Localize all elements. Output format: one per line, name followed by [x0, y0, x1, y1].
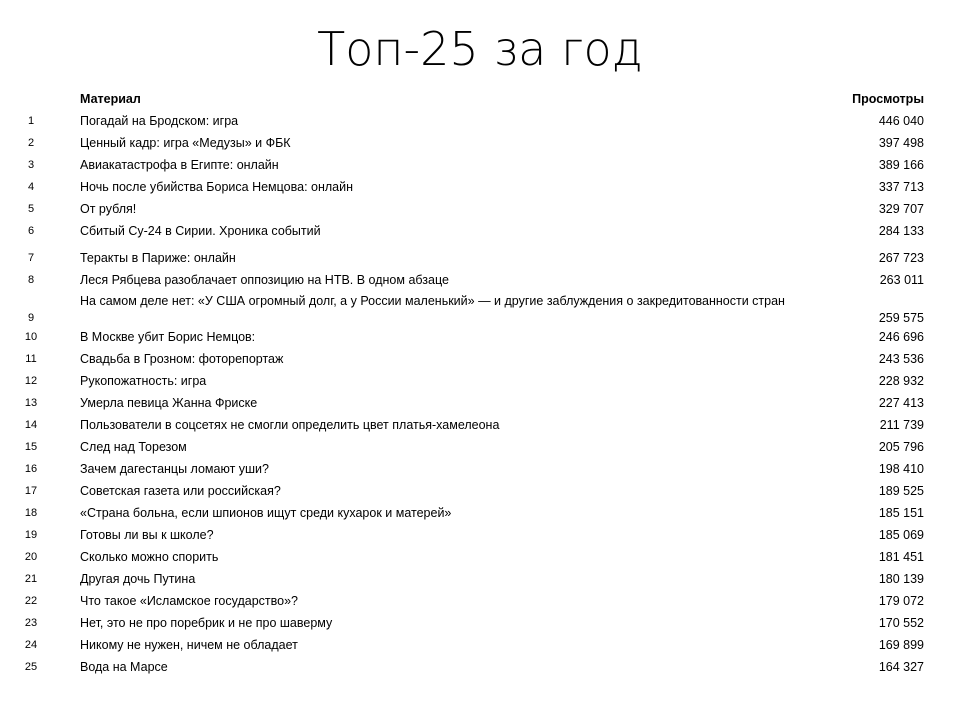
row-views: 267 723 — [878, 251, 924, 265]
row-material: Теракты в Париже: онлайн — [80, 251, 236, 265]
row-rank: 9 — [27, 312, 35, 324]
table-row — [0, 326, 960, 348]
row-material: Ночь после убийства Бориса Немцова: онлайн — [80, 180, 353, 194]
row-material: Умерла певица Жанна Фриске — [80, 396, 258, 410]
row-material: Леся Рябцева разоблачает оппозицию на НТВ. В одном абзаце — [80, 273, 449, 287]
row-material: Никому не нужен, ничем не обладает — [80, 638, 298, 652]
table-row — [0, 247, 960, 269]
row-material: Вода на Марсе — [80, 660, 168, 674]
row-views: 198 410 — [878, 462, 924, 476]
row-rank: 3 — [27, 159, 35, 171]
table-row — [0, 612, 960, 634]
row-views: 329 707 — [878, 202, 924, 216]
table-row — [0, 502, 960, 524]
row-rank: 14 — [24, 419, 38, 431]
row-material: Советская газета или российская? — [80, 484, 281, 498]
table-row — [0, 590, 960, 612]
row-rank: 24 — [24, 639, 38, 651]
row-views: 227 413 — [878, 396, 924, 410]
row-rank: 21 — [24, 573, 38, 585]
row-views: 179 072 — [878, 594, 924, 608]
row-rank: 23 — [24, 617, 38, 629]
row-views: 259 575 — [878, 311, 924, 325]
row-material: От рубля! — [80, 202, 137, 216]
table-row — [0, 198, 960, 220]
row-material: Что такое «Исламское государство»? — [80, 594, 298, 608]
row-material: Другая дочь Путина — [80, 572, 196, 586]
table-row — [0, 546, 960, 568]
row-views: 169 899 — [878, 638, 924, 652]
row-views: 205 796 — [878, 440, 924, 454]
row-rank: 10 — [24, 331, 38, 343]
row-rank: 6 — [27, 225, 35, 237]
row-views: 185 151 — [878, 506, 924, 520]
row-rank: 5 — [27, 203, 35, 215]
table-row — [0, 269, 960, 291]
table-row — [0, 458, 960, 480]
row-material: В Москве убит Борис Немцов: — [80, 330, 256, 344]
table-row — [0, 220, 960, 242]
row-material: Нет, это не про поребрик и не про шаверму — [80, 616, 333, 630]
table-row — [0, 154, 960, 176]
row-material: Рукопожатность: игра — [80, 374, 207, 388]
row-rank: 17 — [24, 485, 38, 497]
row-views: 181 451 — [878, 550, 924, 564]
row-views: 211 739 — [879, 418, 924, 432]
row-rank: 1 — [27, 115, 35, 127]
row-material: След над Торезом — [80, 440, 187, 454]
row-rank: 2 — [27, 137, 35, 149]
row-material: Авиакатастрофа в Египте: онлайн — [80, 158, 279, 172]
row-views: 446 040 — [878, 114, 924, 128]
row-rank: 22 — [24, 595, 38, 607]
row-material: Сбитый Су-24 в Сирии. Хроника событий — [80, 224, 321, 238]
table-row — [0, 656, 960, 678]
table-row — [0, 176, 960, 198]
row-views: 185 069 — [878, 528, 924, 542]
row-rank: 15 — [24, 441, 38, 453]
row-views: 164 327 — [878, 660, 924, 674]
row-views: 397 498 — [878, 136, 924, 150]
row-material: Сколько можно спорить — [80, 550, 219, 564]
row-rank: 12 — [24, 375, 38, 387]
row-views: 243 536 — [878, 352, 924, 366]
table-row — [0, 392, 960, 414]
table-row — [0, 568, 960, 590]
table-row — [0, 348, 960, 370]
row-material: На самом деле нет: «У США огромный долг, а у России маленький» — и другие заблуждения о закредитованности стран — [80, 294, 785, 308]
row-rank: 18 — [24, 507, 38, 519]
table-row — [0, 634, 960, 656]
row-views: 284 133 — [878, 224, 924, 238]
row-rank: 20 — [24, 551, 38, 563]
table-row — [0, 110, 960, 132]
row-views: 389 166 — [878, 158, 924, 172]
row-views: 189 525 — [878, 484, 924, 498]
row-material: Свадьба в Грозном: фоторепортаж — [80, 352, 284, 366]
row-rank: 25 — [24, 661, 38, 673]
column-header-views: Просмотры — [852, 92, 924, 106]
column-header-material: Материал — [80, 92, 141, 106]
row-rank: 8 — [27, 274, 35, 286]
table-row — [0, 291, 960, 325]
row-rank: 7 — [27, 252, 35, 264]
row-views: 337 713 — [878, 180, 924, 194]
page-title: Топ-25 за год — [317, 22, 643, 76]
row-material: Погадай на Бродском: игра — [80, 114, 239, 128]
row-rank: 4 — [27, 181, 35, 193]
row-rank: 19 — [24, 529, 38, 541]
row-rank: 16 — [24, 463, 38, 475]
row-rank: 11 — [25, 353, 37, 365]
table-row — [0, 132, 960, 154]
table-row — [0, 414, 960, 436]
row-views: 180 139 — [878, 572, 924, 586]
table-row — [0, 436, 960, 458]
table-row — [0, 480, 960, 502]
row-views: 246 696 — [878, 330, 924, 344]
row-views: 263 011 — [879, 273, 924, 287]
row-material: Зачем дагестанцы ломают уши? — [80, 462, 269, 476]
row-material: Готовы ли вы к школе? — [80, 528, 214, 542]
row-rank: 13 — [24, 397, 38, 409]
row-views: 228 932 — [878, 374, 924, 388]
row-material: Пользователи в соцсетях не смогли определить цвет платья-хамелеона — [80, 418, 500, 432]
row-views: 170 552 — [878, 616, 924, 630]
row-material: «Страна больна, если шпионов ищут среди кухарок и матерей» — [80, 506, 452, 520]
table-row — [0, 370, 960, 392]
row-material: Ценный кадр: игра «Медузы» и ФБК — [80, 136, 291, 150]
table-row — [0, 524, 960, 546]
